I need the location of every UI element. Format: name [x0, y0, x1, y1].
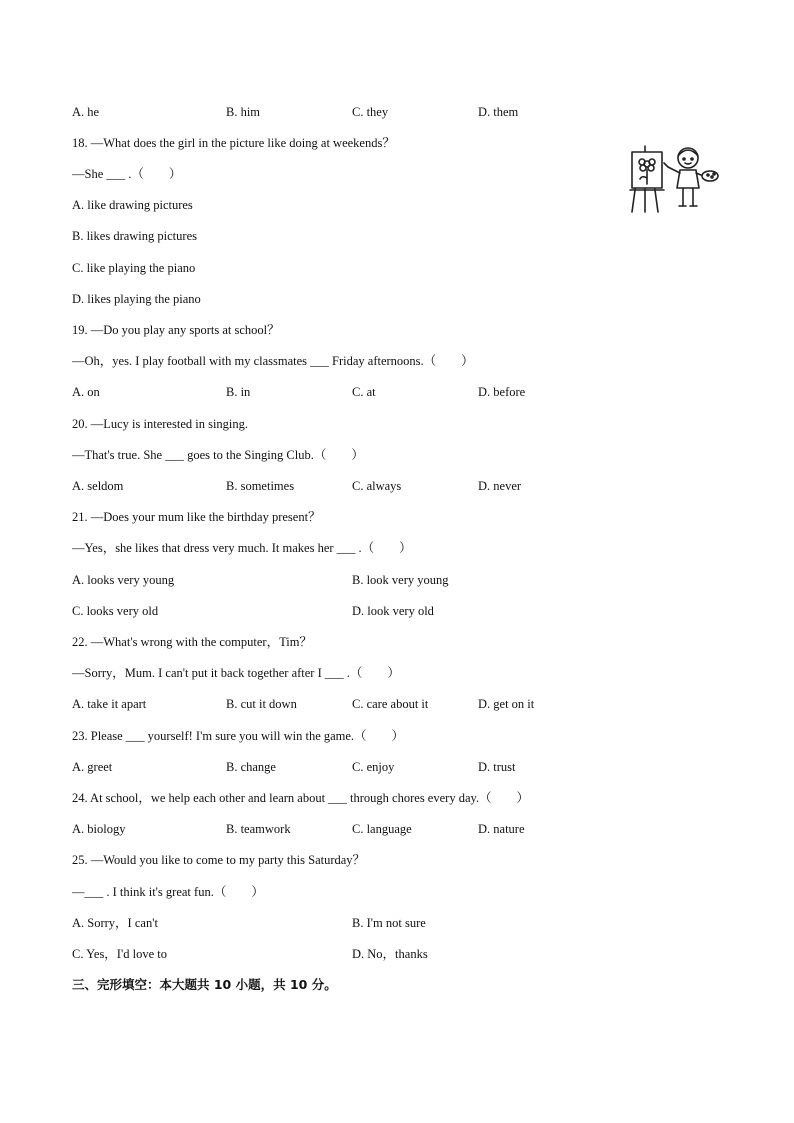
q18-question: 18. —What does the girl in the picture like doing at weekends？ — [72, 136, 395, 150]
q20-option-b: B. sometimes — [226, 479, 295, 493]
q18-option-c: C. like playing the piano — [72, 261, 196, 275]
q20-question: 20. —Lucy is interested in singing. — [72, 417, 249, 431]
q21-question: 21. —Does your mum like the birthday present？ — [72, 510, 321, 524]
q23-option-a: A. greet — [72, 760, 113, 774]
section-3-heading: 三、完形填空：本大题共 10 小题，共 10 分。 — [72, 977, 337, 992]
q22-option-b: B. cut it down — [226, 697, 297, 711]
q19-option-d: D. before — [478, 385, 526, 399]
q20-option-a: A. seldom — [72, 479, 124, 493]
q25-answer: —___ . I think it's great fun.（ ） — [72, 885, 264, 899]
q22-question: 22. —What's wrong with the computer，Tim？ — [72, 635, 312, 649]
q21-option-d: D. look very old — [352, 604, 434, 618]
q20-answer: —That's true. She ___ goes to the Singing Club.（ ） — [72, 448, 364, 462]
q23-question: 23. Please ___ yourself! I'm sure you will win the game.（ ） — [72, 729, 405, 743]
q25-option-d: D. No，thanks — [352, 947, 428, 961]
q20-option-c: C. always — [352, 479, 402, 493]
q17-option-b: B. him — [226, 105, 261, 119]
q21-option-a: A. looks very young — [72, 573, 175, 587]
q19-answer: —Oh，yes. I play football with my classmates ___ Friday afternoons.（ ） — [72, 354, 474, 368]
q23-option-c: C. enjoy — [352, 760, 395, 774]
q25-question: 25. —Would you like to come to my party this Saturday？ — [72, 853, 366, 867]
q17-option-a: A. he — [72, 105, 100, 119]
q22-option-d: D. get on it — [478, 697, 535, 711]
q22-option-a: A. take it apart — [72, 697, 147, 711]
q18-option-b: B. likes drawing pictures — [72, 229, 197, 243]
q23-option-b: B. change — [226, 760, 276, 774]
q19-question: 19. —Do you play any sports at school？ — [72, 323, 280, 337]
q24-option-d: D. nature — [478, 822, 525, 836]
q24-option-b: B. teamwork — [226, 822, 291, 836]
q19-option-a: A. on — [72, 385, 100, 399]
q22-answer: —Sorry，Mum. I can't put it back together after I ___ .（ ） — [72, 666, 400, 680]
q21-answer: —Yes，she likes that dress very much. It makes her ___ .（ ） — [72, 541, 412, 555]
q24-option-c: C. language — [352, 822, 412, 836]
q25-option-a: A. Sorry，I can't — [72, 916, 158, 930]
q21-option-b: B. look very young — [352, 573, 449, 587]
q20-option-d: D. never — [478, 479, 522, 493]
girl-painting-picture — [628, 140, 720, 214]
q18-option-a: A. like drawing pictures — [72, 198, 193, 212]
q19-option-c: C. at — [352, 385, 376, 399]
q25-option-c: C. Yes，I'd love to — [72, 947, 167, 961]
q24-option-a: A. biology — [72, 822, 126, 836]
q18-answer: —She ___ .（ ） — [72, 167, 182, 181]
q17-option-d: D. them — [478, 105, 519, 119]
q18-option-d: D. likes playing the piano — [72, 292, 201, 306]
q23-option-d: D. trust — [478, 760, 516, 774]
q17-option-c: C. they — [352, 105, 389, 119]
q21-option-c: C. looks very old — [72, 604, 159, 618]
q25-option-b: B. I'm not sure — [352, 916, 426, 930]
q19-option-b: B. in — [226, 385, 251, 399]
q24-question: 24. At school，we help each other and learn about ___ through chores every day.（ ） — [72, 791, 530, 805]
q22-option-c: C. care about it — [352, 697, 429, 711]
